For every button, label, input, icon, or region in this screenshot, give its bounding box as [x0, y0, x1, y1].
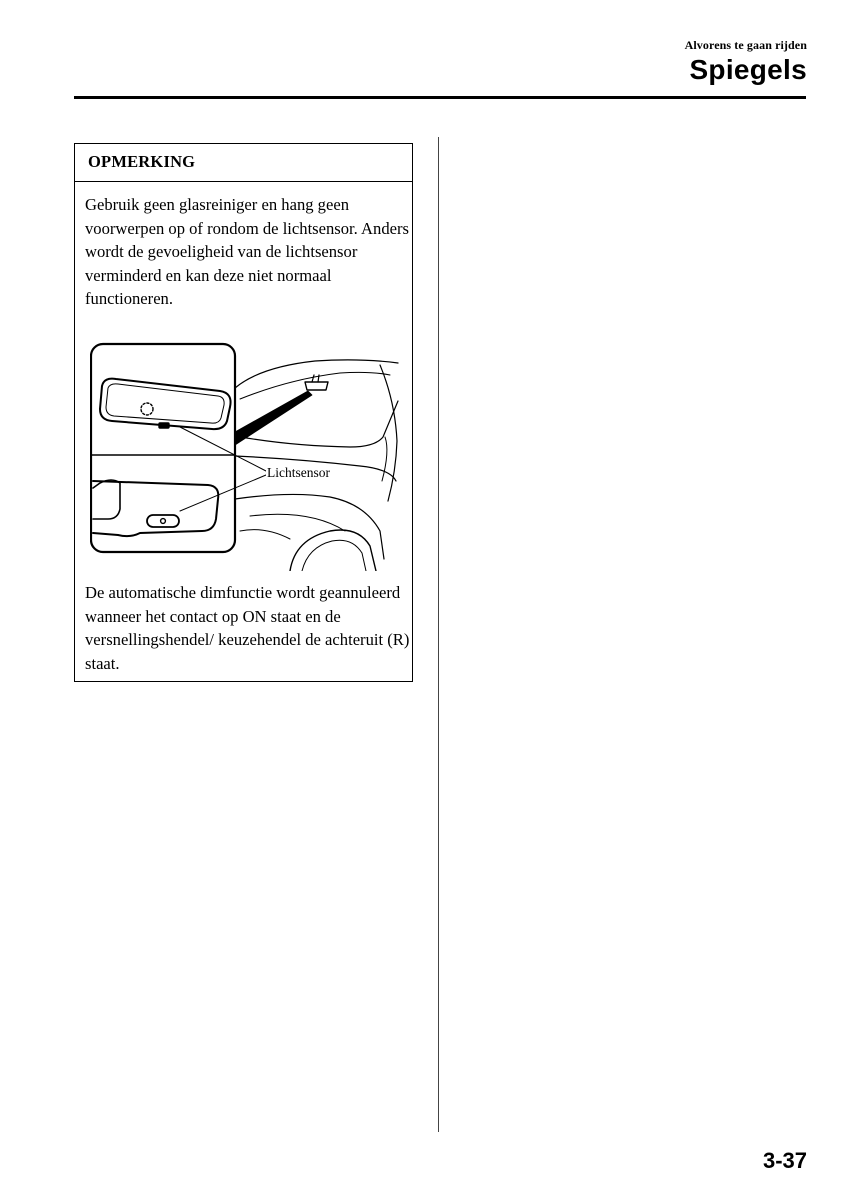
page-number: 3-37 [762, 1148, 807, 1173]
note-box [74, 143, 413, 682]
light-sensor-illustration [90, 341, 408, 571]
header-rule [74, 96, 806, 99]
column-divider [438, 137, 439, 1132]
note-paragraph-2: De automatische dimfunctie wordt geannuleerd wanneer het contact op ON staat en de versnellingshendel/ keuzehendel de achteruit (R) staat. [85, 583, 410, 673]
page-title: Spiegels [689, 54, 807, 85]
note-paragraph-1: Gebruik geen glasreiniger en hang geen voorwerpen op of rondom de lichtsensor. Anders wordt de gevoeligheid van de lichtsensor verminderd en kan deze niet normaal functioneren. [85, 195, 409, 308]
light-sensor-label: Lichtsensor [267, 465, 330, 480]
section-title: Alvorens te gaan rijden [684, 38, 807, 52]
note-heading: OPMERKING [75, 144, 412, 182]
